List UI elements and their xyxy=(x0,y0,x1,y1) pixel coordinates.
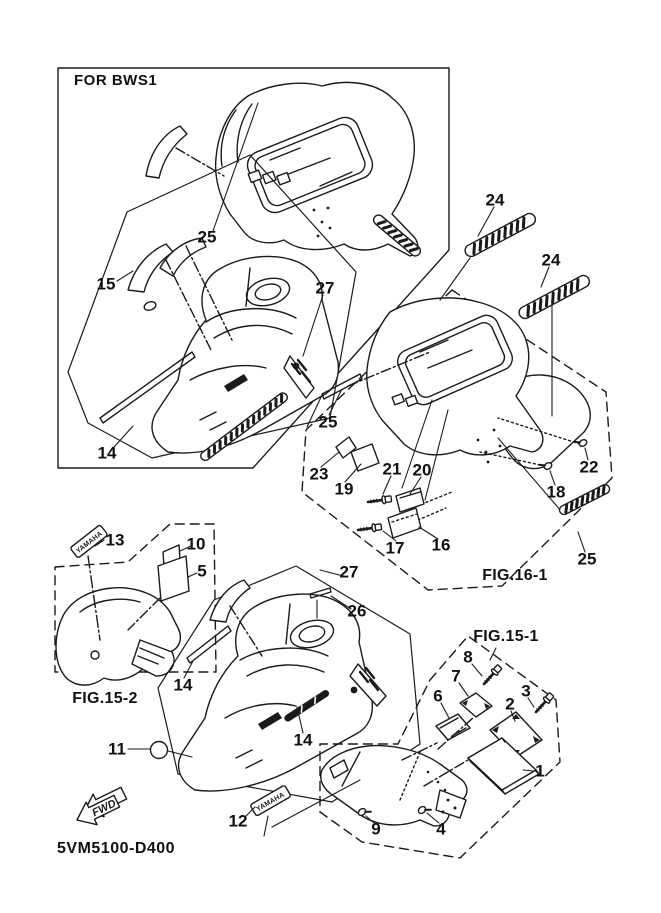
part-callout-26: 26 xyxy=(347,601,367,621)
rear-fender-art xyxy=(321,746,467,826)
bracket-16 xyxy=(388,508,438,539)
part-callout-18: 18 xyxy=(546,482,566,502)
part-callout-25: 25 xyxy=(318,412,338,432)
top-rear-body-art xyxy=(146,82,422,258)
grommet-11 xyxy=(151,742,168,759)
screw-3 xyxy=(528,692,555,715)
screw-8 xyxy=(472,664,503,687)
emblem-25-right xyxy=(558,483,611,552)
part-callout-17: 17 xyxy=(385,538,405,558)
part-callout-21: 21 xyxy=(382,459,402,479)
part-callout-14: 14 xyxy=(173,675,193,695)
part-code: 5VM5100-D400 xyxy=(57,840,176,857)
chevron-decal xyxy=(146,126,187,178)
plate-7 xyxy=(459,683,492,717)
part-callout-4: 4 xyxy=(436,819,446,839)
part-callout-7: 7 xyxy=(451,666,461,686)
yamaha-text-12: YAMAHA xyxy=(255,791,286,814)
part-callout-24: 24 xyxy=(541,250,561,270)
part-callout-27: 27 xyxy=(339,562,359,582)
part-callout-5: 5 xyxy=(197,561,207,581)
fig-label-fig-16-1: FIG.16-1 xyxy=(482,567,548,584)
part-callout-12: 12 xyxy=(228,811,248,831)
yamaha-text-13: YAMAHA xyxy=(75,530,105,556)
box-title: FOR BWS1 xyxy=(74,72,158,89)
part-callout-25: 25 xyxy=(577,549,597,569)
emblem-24-a xyxy=(440,207,538,300)
plate-6 xyxy=(436,703,470,740)
part-callout-23: 23 xyxy=(309,464,329,484)
part-callout-15: 15 xyxy=(96,274,116,294)
part-callout-20: 20 xyxy=(412,460,432,480)
part-callout-3: 3 xyxy=(521,681,531,701)
part-callout-1: 1 xyxy=(535,761,545,781)
fwd-text: FWD xyxy=(90,797,119,820)
part-callout-14: 14 xyxy=(293,730,313,750)
part-callout-13: 13 xyxy=(105,530,125,550)
part-callout-16: 16 xyxy=(431,535,451,555)
part-callout-25: 25 xyxy=(197,227,217,247)
part-callout-2: 2 xyxy=(505,694,515,714)
fwd-arrow-icon xyxy=(72,782,130,832)
part-callout-10: 10 xyxy=(186,534,206,554)
fig-label-fig-15-2: FIG.15-2 xyxy=(72,690,138,707)
part-callout-6: 6 xyxy=(433,686,443,706)
part-callout-9: 9 xyxy=(371,819,381,839)
screw-21 xyxy=(367,476,391,506)
part-callout-14: 14 xyxy=(97,443,117,463)
part-callout-11: 11 xyxy=(108,739,126,759)
fig-label-fig-15-1: FIG.15-1 xyxy=(473,628,539,645)
part-callout-8: 8 xyxy=(463,647,473,667)
part-callout-27: 27 xyxy=(315,278,335,298)
bracket-20 xyxy=(396,477,424,512)
part-callout-24: 24 xyxy=(485,190,505,210)
part-callout-19: 19 xyxy=(334,479,354,499)
emblem-13-yamaha xyxy=(70,525,108,559)
part-callout-22: 22 xyxy=(579,457,599,477)
